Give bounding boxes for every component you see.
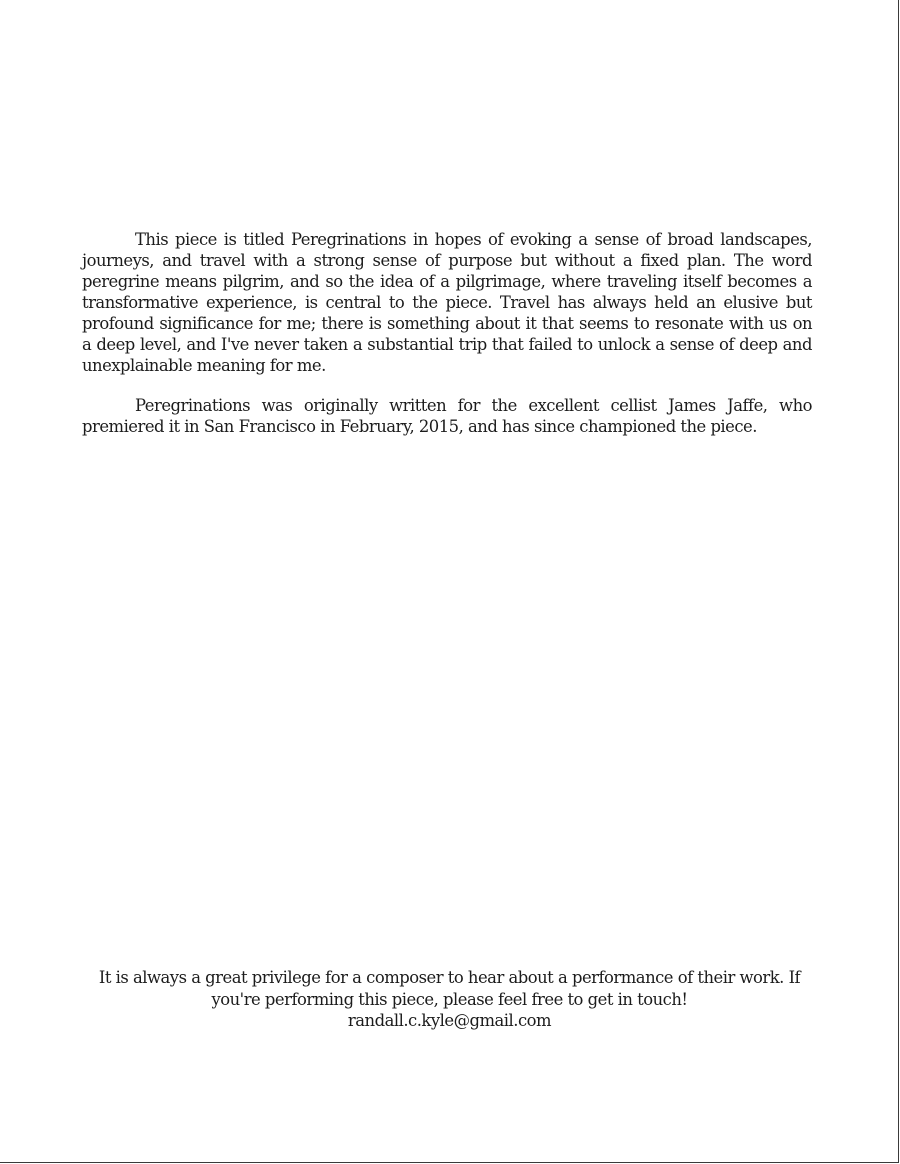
contact-note — [82, 967, 817, 1032]
program-note-paragraph-2: Peregrinations was originally written for the excellent cellist James Jaffe, who premiered it in San Francisco in February, 2015, and has since championed the piece. — [82, 396, 812, 436]
program-note-paragraph-1: This piece is titled Peregrinations in hopes of evoking a sense of broad landscapes, journeys, and travel with a strong sense of purpose but without a fixed plan. The word peregrine means pilgrim, and so the idea of a pilgrimage, where traveling itself becomes a transformative experience, is central to the piece. Travel has always held an elusive but profound significance for me; there is something about it that seems to resonate with us on a deep level, and I've never taken a substantial trip that failed to unlock a sense of deep and unexplainable meaning for me. — [82, 230, 812, 375]
contact-message: It is always a great privilege for a composer to hear about a performance of their work. If you're performing this piece, please feel free to get in touch! — [98, 968, 801, 1009]
contact-email[interactable]: randall.c.kyle@gmail.com — [347, 1011, 552, 1030]
program-notes — [82, 229, 812, 456]
